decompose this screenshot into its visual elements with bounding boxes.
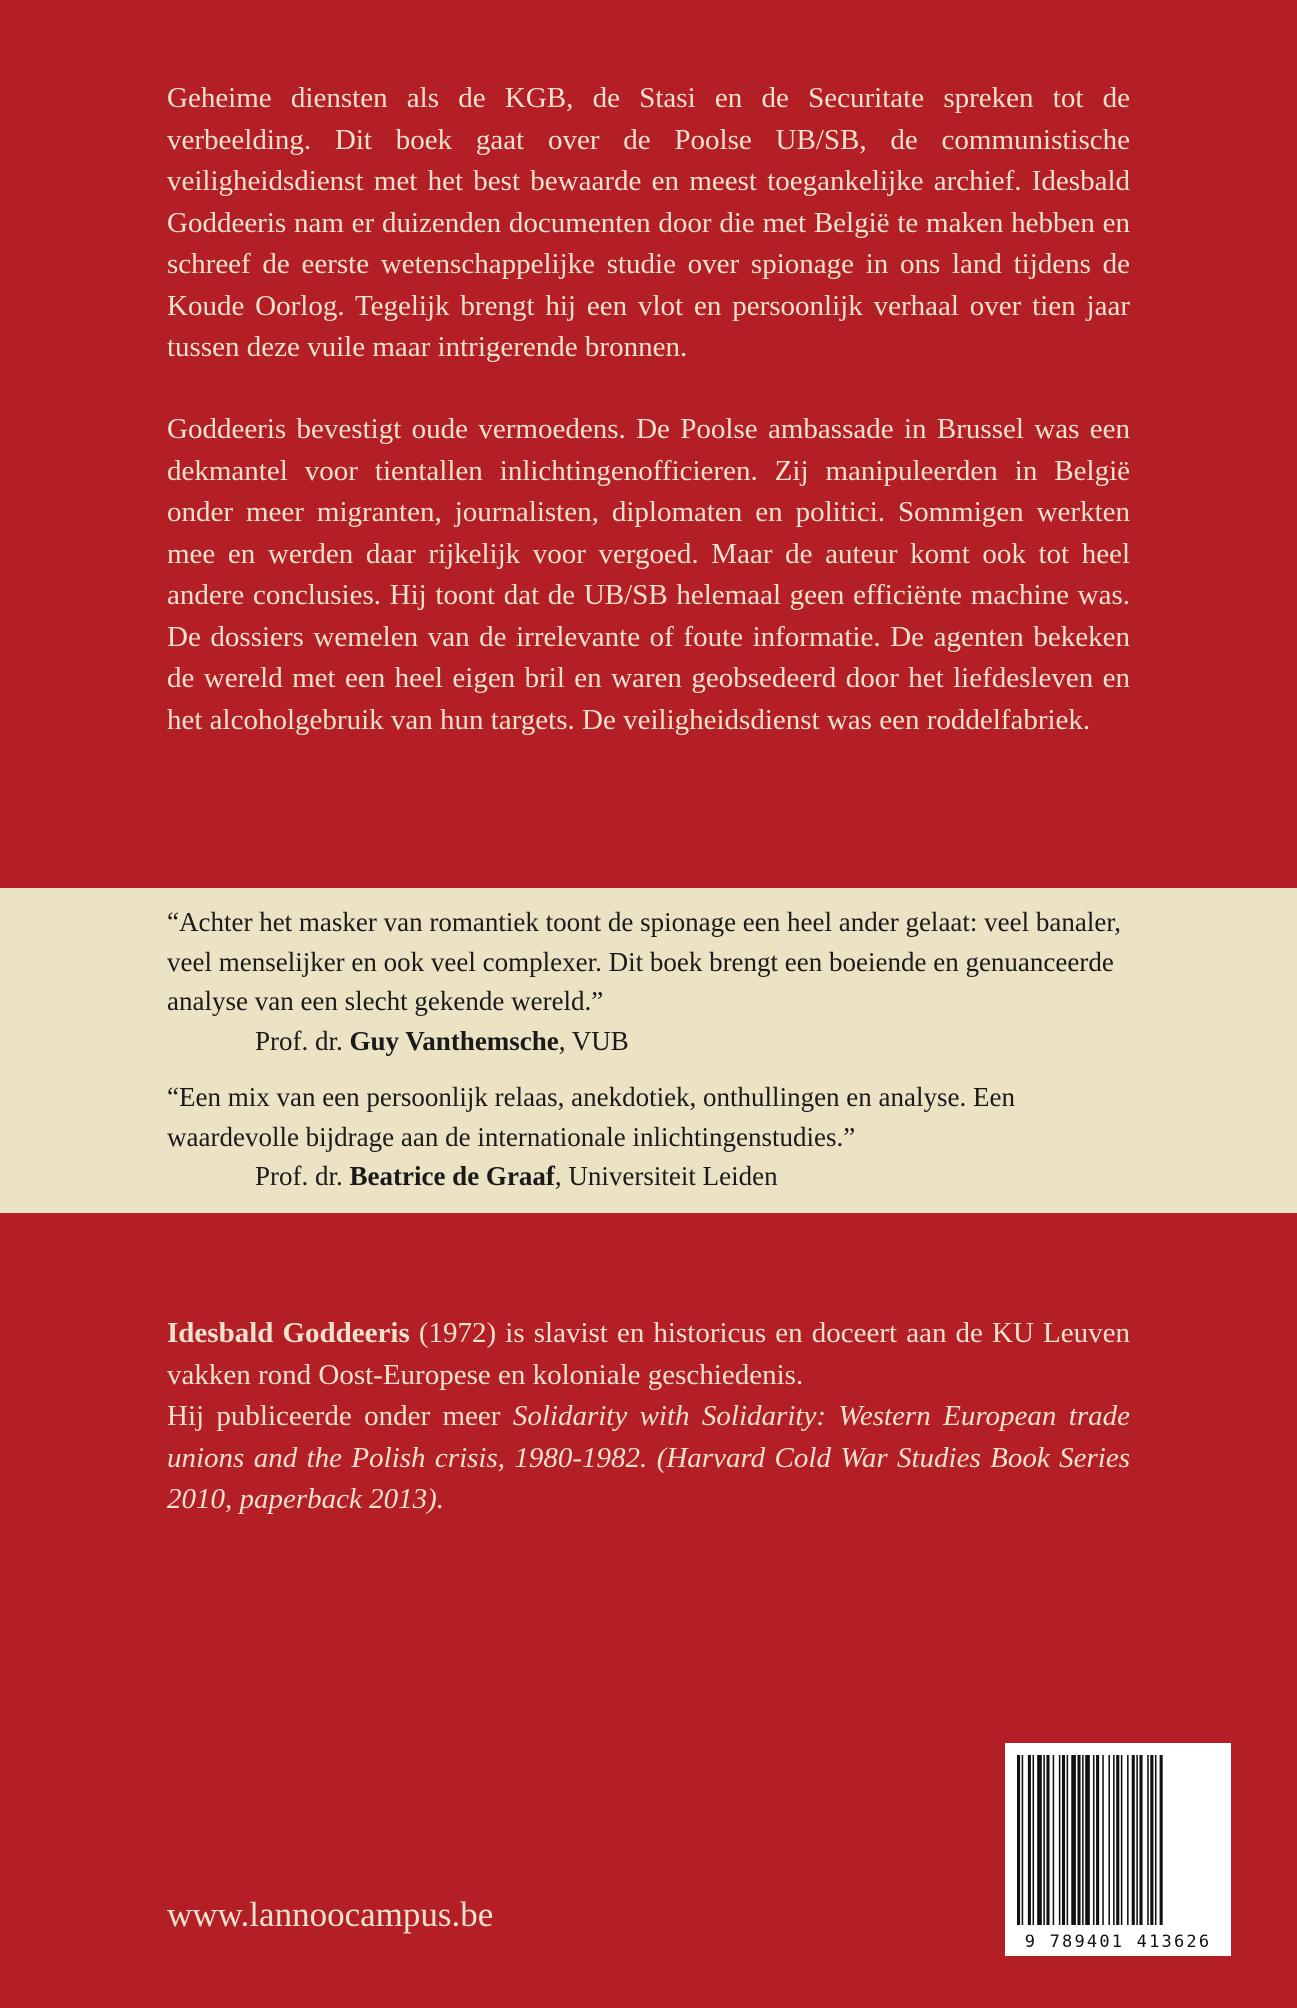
barcode-bar [1139,1755,1142,1925]
blurb-paragraph-1: Geheime diensten als de KGB, de Stasi en de Securitate spreken tot de verbeelding. Dit boek gaat over de Poolse UB/SB, de communistische veiligheidsdienst met het best bewaarde en meest toegankelijke archief. Idesbald Goddeeris nam er duizenden documenten door die met België te maken hebben en schreef de eerste wetenschappelijke studie over spionage in ons land tijdens de Koude Oorlog. Tegelijk brengt hij een vlot en persoonlijk verhaal over tien jaar tussen deze vuile maar intrigerende bronnen. [167,82,1130,363]
publisher-website[interactable]: www.lannoocampus.be [167,1895,494,1934]
barcode-bar [1121,1755,1123,1925]
barcode-bar [1082,1755,1084,1925]
barcode-digits: 9 789401 413626 [1024,1932,1212,1952]
barcode-bar [1037,1755,1042,1925]
barcode-bar [1059,1755,1061,1925]
author-bio [167,1313,1130,1521]
quote-attribution [167,1157,1147,1197]
attribution-affiliation: , VUB [558,1025,629,1056]
attribution-name: Guy Vanthemsche [349,1025,559,1056]
barcode-bar [1147,1755,1149,1925]
barcode-bar [1116,1755,1119,1925]
quote-text: “Een mix van een persoonlijk relaas, anekdotiek, onthullingen en analyse. Een waardevolle bijdrage aan de internationale inlichtingenstudies.” [167,1082,1015,1152]
barcode-bar [1127,1755,1129,1925]
author-bio-text: (1972) is slavist en historicus en doceert aan de KU Leuven vakken rond Oost-Europese en koloniale geschiedenis. [167,1317,1130,1391]
quote-text: “Achter het masker van romantiek toont de spionage een heel ander gelaat: veel banaler, veel menselijker en ook veel complexer. Dit boek brengt een boeiende en genuanceerde analyse van een slecht gekende wereld.” [167,907,1121,1016]
barcode-bar [1062,1755,1065,1925]
quote-attribution [167,1022,1147,1062]
review-quote [167,1078,1147,1197]
barcode-bar [1017,1755,1020,1925]
attribution-title: Prof. dr. [255,1025,343,1056]
barcode-bar [1085,1755,1090,1925]
isbn-barcode [1005,1743,1231,1956]
review-quote [167,903,1147,1061]
barcode-bar [1033,1755,1035,1925]
barcode-bar [1053,1755,1055,1925]
barcode-bar [1136,1755,1138,1925]
barcode-bar [1113,1755,1115,1925]
attribution-name: Beatrice de Graaf [349,1161,555,1191]
barcode-bar [1150,1755,1153,1925]
barcode-bar [1077,1755,1080,1925]
author-publications-intro: Hij publiceerde onder meer [167,1400,513,1432]
barcode-bar [1102,1755,1104,1925]
review-quotes-band [0,888,1297,1213]
barcode-bar [1132,1755,1135,1925]
blurb-paragraph-2: Goddeeris bevestigt oude vermoedens. De Poolse ambassade in Brussel was een dekmantel voor tientallen inlichtingenofficieren. Zij manipuleerden in België onder meer migranten, journalisten, diplomaten en politici. Sommigen werkten mee en werden daar rijkelijk voor vergoed. Maar de auteur komt ook tot heel andere conclusies. Hij toont dat de UB/SB helemaal geen efficiënte machine was. De dossiers wemelen van de irrelevante of foute informatie. De agenten bekeken de wereld met een heel eigen bril en waren geobsedeerd door het liefdesleven en het alcoholgebruik van hun targets. De veiligheidsdienst was een roddelfabriek. [167,413,1130,736]
barcode-bar [1067,1755,1069,1925]
barcode-bar [1028,1755,1031,1925]
barcode-bar [1022,1755,1024,1925]
barcode-bar [1043,1755,1045,1925]
barcode-bar [1096,1755,1099,1925]
attribution-title: Prof. dr. [255,1161,343,1191]
barcode-bar [1155,1755,1157,1925]
author-publication-title: Solidarity with Solidarity: Western European trade unions and the Polish crisis, 1980-1982. (Harvard Cold War Studies Book Series 2010, paperback 2013). [167,1400,1130,1515]
attribution-affiliation: , Universiteit Leiden [554,1161,778,1191]
author-name: Idesbald Goddeeris [167,1317,410,1349]
barcode-bar [1108,1755,1110,1925]
barcode-bar [1071,1755,1076,1925]
barcode-bar [1093,1755,1095,1925]
barcode-bars [1015,1755,1221,1925]
barcode-bar [1160,1755,1163,1925]
barcode-bar [1046,1755,1049,1925]
